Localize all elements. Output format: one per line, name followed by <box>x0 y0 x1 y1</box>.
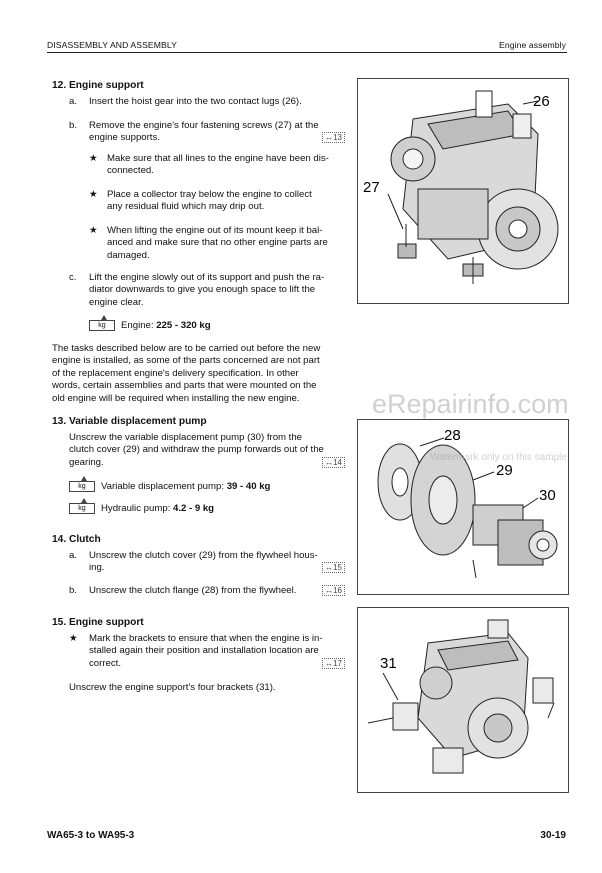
figure-ref-15: ↔15 <box>322 562 345 573</box>
footer-model: WA65-3 to WA95-3 <box>47 830 135 841</box>
watermark-sub: Watermark only on this sample <box>430 452 567 463</box>
figure-pump-clutch <box>357 419 569 595</box>
step-14a-letter: a. <box>69 550 78 561</box>
s14a-line2: ing. <box>89 562 105 574</box>
intro-paragraph <box>52 343 346 405</box>
kg-weight-icon: kg <box>69 503 95 514</box>
section-14-title: 14. Clutch <box>52 534 101 545</box>
step-14b-letter: b. <box>69 585 78 596</box>
star-12-3-line1: When lifting the engine out of its mount keep it bal- <box>107 225 323 236</box>
s14b-row <box>89 585 345 597</box>
step-12c-line3: engine clear. <box>89 296 144 308</box>
star-12-1-line2: connected. <box>107 165 154 177</box>
figure-engine-brackets <box>357 607 569 793</box>
s15-line3-row <box>89 658 345 670</box>
step-12b-line2-row <box>89 132 345 144</box>
callout-29: 29 <box>496 462 513 479</box>
step-12c-text <box>89 272 345 309</box>
pump-weight-label: Variable displacement pump: <box>101 481 227 493</box>
s15-line3: correct. <box>89 657 121 669</box>
star-12-3-line2: anced and make sure that no other engine parts are <box>107 237 328 249</box>
intro-line1: The tasks described below are to be carried out before the new <box>52 343 321 354</box>
s14a-line2-row <box>89 562 345 574</box>
figure-ref-17: ↔17 <box>322 658 345 669</box>
header-rule <box>47 52 567 53</box>
pump-clutch-drawing <box>358 420 568 594</box>
hydraulic-pump-weight-label: Hydraulic pump: <box>101 503 173 515</box>
star-12-3-text <box>107 225 345 262</box>
callout-27: 27 <box>363 179 380 196</box>
star-12-3-icon: ★ <box>89 225 98 236</box>
star-12-2-line2: any residual fluid which may drip out. <box>107 201 265 213</box>
step-12c-line2: diator downwards to give you enough space to lift the <box>89 284 316 296</box>
hydraulic-pump-weight <box>69 503 214 515</box>
intro-line3: of the replacement engine's delivery specification. In other <box>52 367 299 379</box>
header-right: Engine assembly <box>499 40 566 50</box>
star-12-1-text <box>107 153 345 178</box>
footer-page-number: 30-19 <box>540 830 566 841</box>
engine-lift-drawing <box>358 79 568 303</box>
pump-weight-value: 39 - 40 kg <box>226 481 271 493</box>
callout-30: 30 <box>539 487 556 504</box>
figure-ref-13: ↔13 <box>322 132 345 143</box>
s13-line1: Unscrew the variable displacement pump (30) from the <box>69 432 303 443</box>
section-13-title: 13. Variable displacement pump <box>52 416 207 427</box>
step-12c-letter: c. <box>69 272 77 283</box>
step-12b-line2: engine supports. <box>89 132 160 144</box>
hydraulic-pump-weight-value: 4.2 - 9 kg <box>172 503 215 515</box>
section-15-title: 15. Engine support <box>52 617 144 628</box>
s13-line3-row <box>69 457 345 469</box>
figure-ref-16: ↔16 <box>322 585 345 596</box>
step-12c-line1: Lift the engine slowly out of its support and push the ra- <box>89 272 325 283</box>
engine-brackets-drawing <box>358 608 568 792</box>
step-12b-line1: Remove the engine's four fastening screws (27) at the <box>89 120 319 131</box>
s13-line2: clutch cover (29) and withdraw the pump forwards out of the <box>69 444 324 456</box>
step-14a-text <box>89 550 345 575</box>
s14b-line: Unscrew the clutch flange (28) from the flywheel. <box>89 585 297 596</box>
header-left: DISASSEMBLY AND ASSEMBLY <box>47 40 177 50</box>
kg-weight-icon: kg <box>69 481 95 492</box>
step-14b-text <box>89 585 345 597</box>
pump-weight <box>69 481 270 493</box>
star-12-2-icon: ★ <box>89 189 98 200</box>
engine-weight-label: Engine: <box>121 320 157 332</box>
star-12-2-line1: Place a collector tray below the engine to collect <box>107 189 312 200</box>
figure-ref-14: ↔14 <box>322 457 345 468</box>
intro-line4: words, certain assemblies and parts that were mounted on the <box>52 380 317 392</box>
engine-weight <box>89 320 211 332</box>
step-12a-text: Insert the hoist gear into the two contact lugs (26). <box>89 96 302 107</box>
s15-line2: stalled again their position and installation location are <box>89 645 319 657</box>
callout-28: 28 <box>444 427 461 444</box>
callout-26: 26 <box>533 93 550 110</box>
step-12a-letter: a. <box>69 96 78 107</box>
star-12-2-text <box>107 189 345 214</box>
intro-line2: engine is installed, as some of the parts concerned are not part <box>52 355 320 367</box>
section-13-text <box>69 432 345 469</box>
s15-instruction: Unscrew the engine support's four brackets (31). <box>69 682 276 693</box>
watermark-main: eRepairinfo.com <box>372 389 569 419</box>
s14a-line1: Unscrew the clutch cover (29) from the flywheel hous- <box>89 550 318 561</box>
star-12-1-line1: Make sure that all lines to the engine have been dis- <box>107 153 329 164</box>
figure-engine-lift <box>357 78 569 304</box>
star-12-1-icon: ★ <box>89 153 98 164</box>
callout-31: 31 <box>380 655 397 672</box>
star-15-icon: ★ <box>69 633 78 644</box>
step-12b-letter: b. <box>69 120 78 131</box>
kg-weight-icon: kg <box>89 320 115 331</box>
engine-weight-value: 225 - 320 kg <box>156 320 211 332</box>
star-12-3-line3: damaged. <box>107 249 150 261</box>
s13-line3: gearing. <box>69 456 104 468</box>
step-12b-text <box>89 120 345 145</box>
intro-line5: old engine will be required when installing the new engine. <box>52 392 300 404</box>
star-15-text <box>89 633 345 670</box>
section-12-title: 12. Engine support <box>52 80 144 91</box>
s15-line1: Mark the brackets to ensure that when the engine is in- <box>89 633 323 644</box>
